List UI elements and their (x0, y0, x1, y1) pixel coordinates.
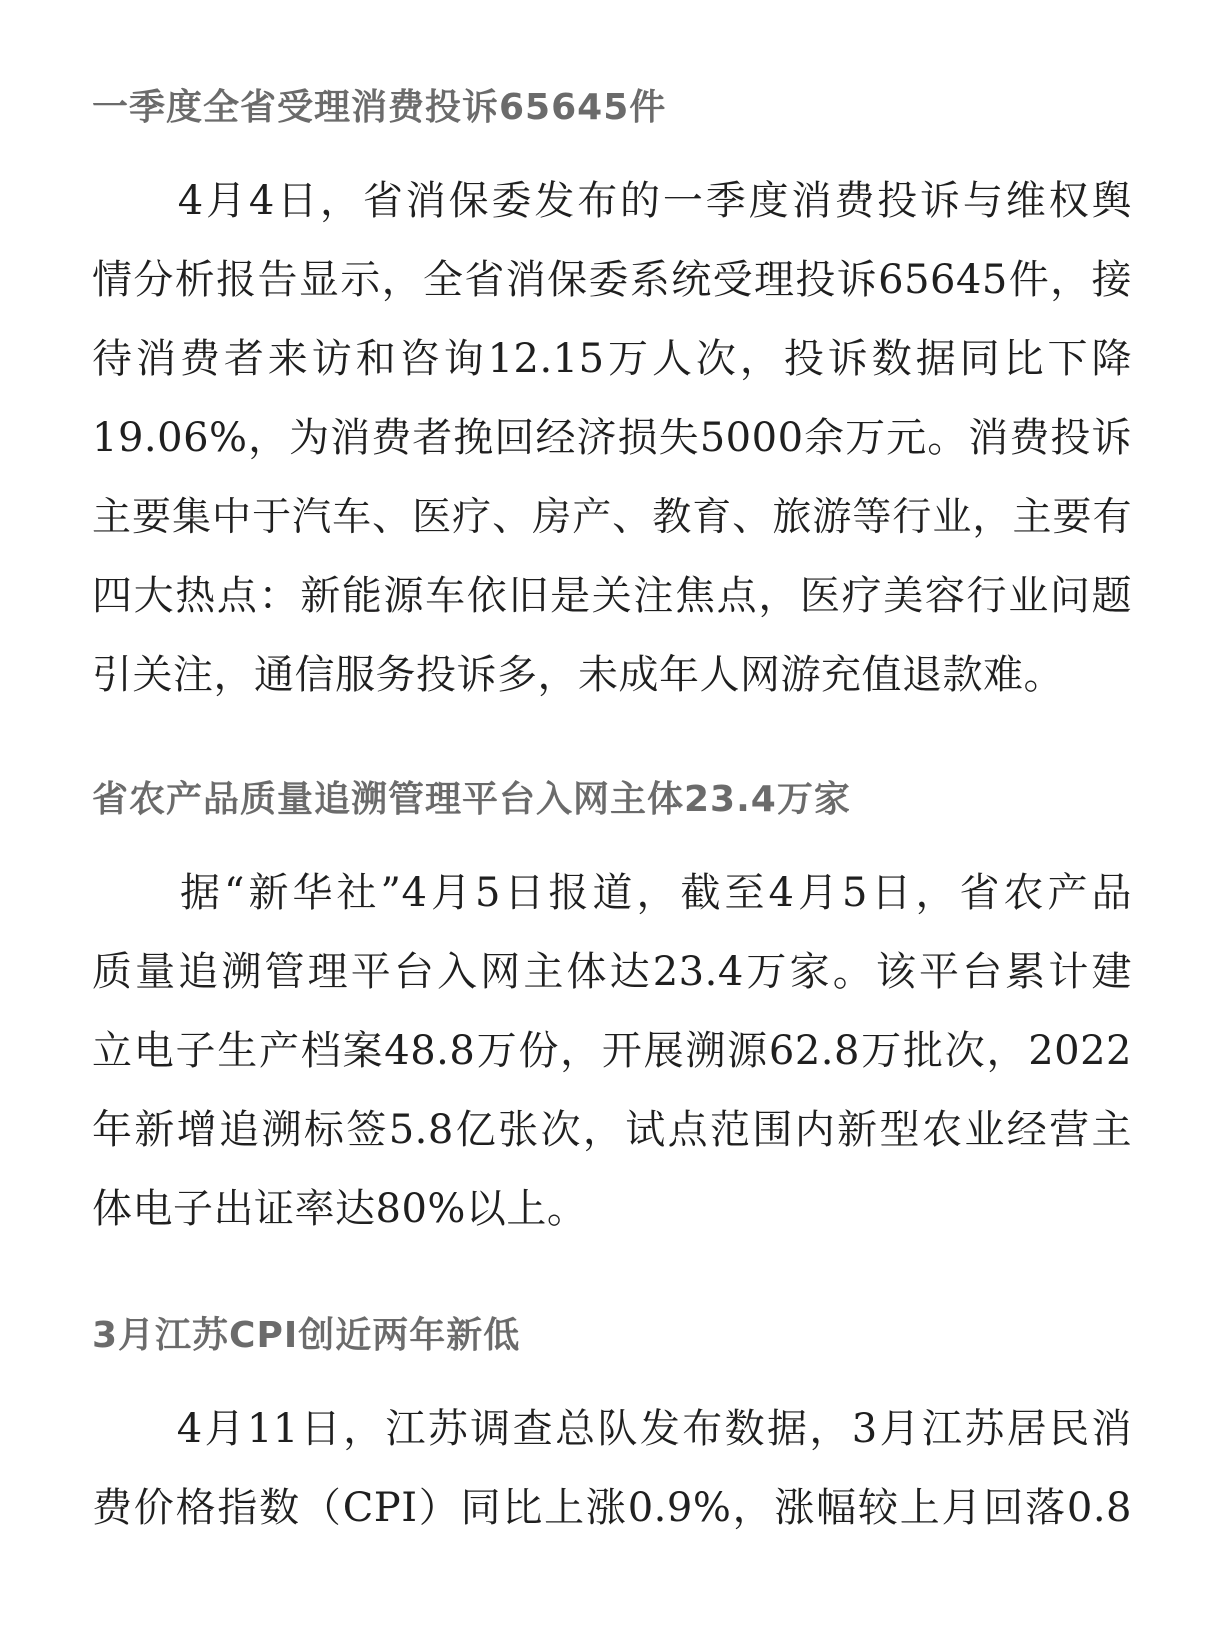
text-line: 待消费者来访和咨询12.15万人次，投诉数据同比下降 (92, 336, 1132, 382)
text-line: 主要集中于汽车、医疗、房产、教育、旅游等行业，主要有 (92, 495, 1132, 540)
section-heading-jiangsu-cpi: 3月江苏CPI创近两年新低 (92, 1315, 521, 1356)
section-heading-agri-traceability: 省农产品质量追溯管理平台入网主体23.4万家 (92, 779, 851, 820)
section-body-agri-traceability (92, 854, 1132, 1249)
text-line: 19.06%，为消费者挽回经济损失5000余万元。消费投诉 (92, 415, 1132, 461)
text-line: 四大热点：新能源车依旧是关注焦点，医疗美容行业问题 (92, 573, 1132, 619)
text-line: 立电子生产档案48.8万份，开展溯源62.8万批次，2022 (92, 1028, 1132, 1074)
text-line: 4月4日，省消保委发布的一季度消费投诉与维权舆 (92, 178, 1132, 224)
text-line: 引关注，通信服务投诉多，未成年人网游充值退款难。 (92, 652, 1064, 698)
text-line: 情分析报告显示，全省消保委系统受理投诉65645件，接 (92, 257, 1132, 303)
section-body-consumer-complaints (92, 162, 1132, 715)
text-line: 体电子出证率达80%以上。 (92, 1186, 588, 1232)
text-line: 费价格指数（CPI）同比上涨0.9%，涨幅较上月回落0.8 (92, 1485, 1132, 1531)
section-heading-consumer-complaints: 一季度全省受理消费投诉65645件 (92, 87, 667, 128)
text-line: 质量追溯管理平台入网主体达23.4万家。该平台累计建 (92, 949, 1132, 995)
text-line: 据“新华社”4月5日报道，截至4月5日，省农产品 (92, 870, 1132, 916)
text-line: 4月11日，江苏调查总队发布数据，3月江苏居民消 (92, 1406, 1132, 1452)
text-line: 年新增追溯标签5.8亿张次，试点范围内新型农业经营主 (92, 1107, 1132, 1153)
section-body-jiangsu-cpi (92, 1390, 1132, 1548)
